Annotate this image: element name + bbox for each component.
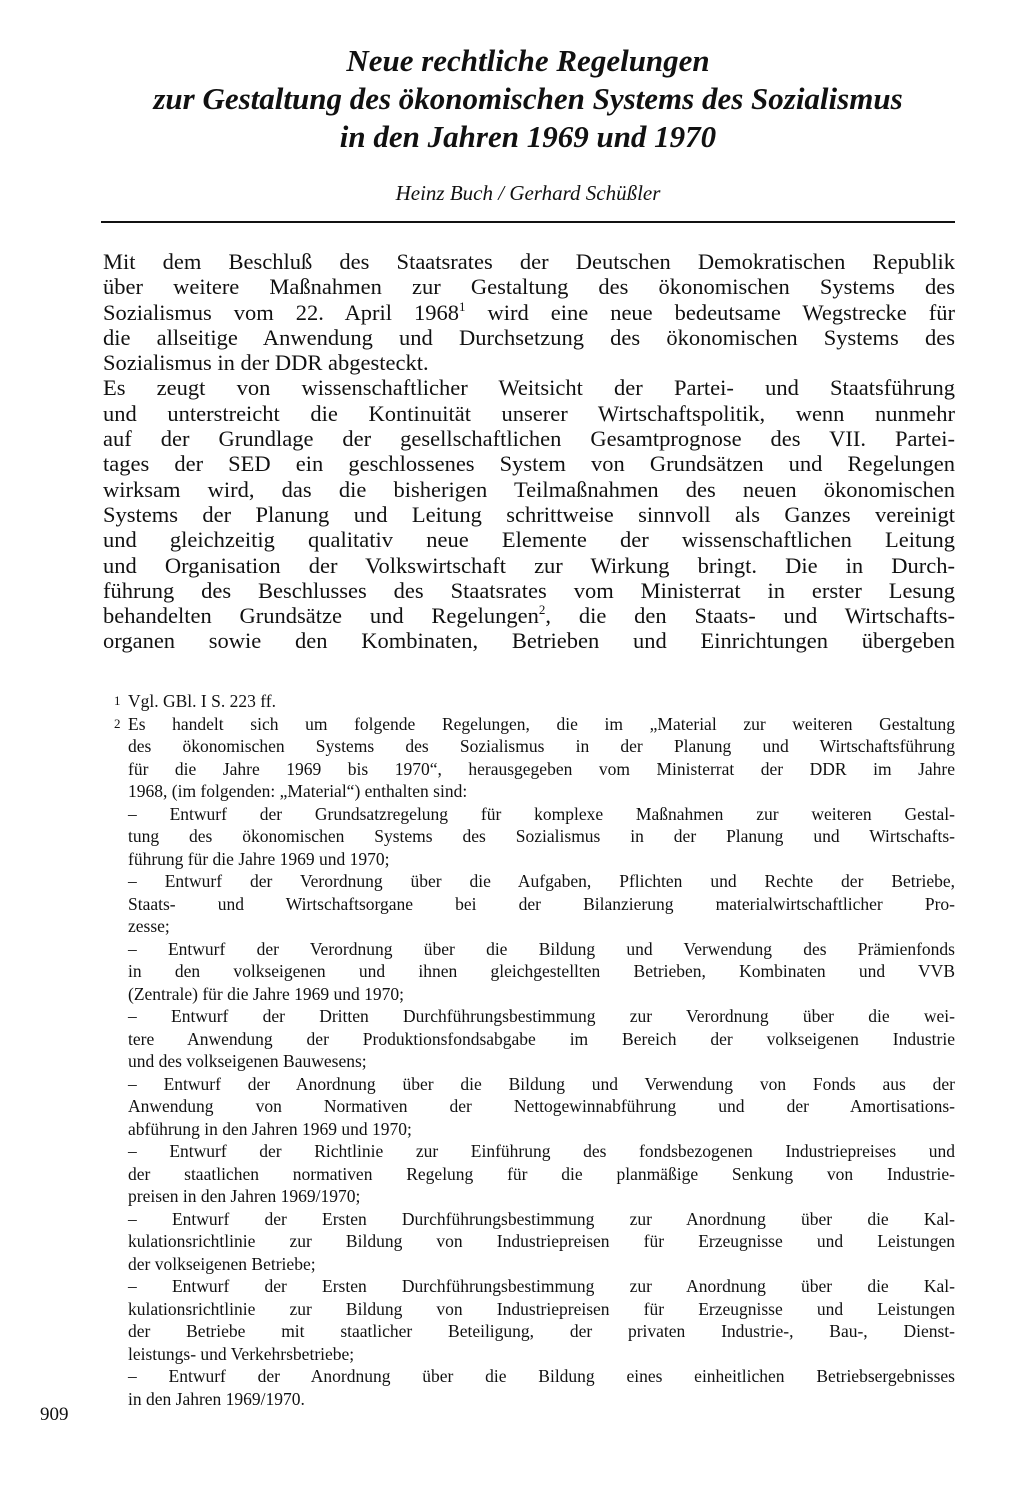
footnote-line: zesse;: [128, 916, 170, 936]
body-line: Systems der Planung und Leitung schrittweise sinnvoll als Ganzes vereinigt: [103, 501, 955, 527]
footnotes-section: [103, 690, 955, 1410]
body-line: Sozialismus in der DDR abgesteckt.: [103, 350, 429, 376]
body-line: organen sowie den Kombinaten, Betrieben und Einrichtungen übergeben: [103, 628, 955, 654]
body-line: und gleichzeitig qualitativ neue Elemente der wissenschaftlichen Leitung: [103, 527, 955, 553]
footnote-line: 1968, (im folgenden: „Material“) enthalten sind:: [128, 781, 468, 801]
title-line: Neue rechtliche Regelungen: [346, 43, 710, 78]
footnote-line: – Entwurf der Ersten Durchführungsbestimmung zur Anordnung über die Kal-: [128, 1208, 955, 1229]
title-divider: [101, 221, 955, 223]
footnote-line: in den volkseigenen und ihnen gleichgestellten Betrieben, Kombinaten und VVB: [128, 961, 955, 981]
footnote-line: – Entwurf der Anordnung über die Bildung eines einheitlichen Betriebsergebnisses: [128, 1366, 955, 1386]
footnote-line: Vgl. GBl. I S. 223 ff.: [128, 691, 276, 711]
body-line: tages der SED ein geschlossenes System von Grundsätzen und Regelungen: [103, 451, 955, 477]
footnote-line: Anwendung von Normativen der Nettogewinnabführung und der Amortisations-: [128, 1096, 955, 1116]
footnote-line: abführung in den Jahren 1969 und 1970;: [128, 1118, 412, 1139]
footnote-ref[interactable]: 1: [459, 298, 466, 314]
footnote-line: Es handelt sich um folgende Regelungen, die im „Material zur weiteren Gestaltung: [128, 713, 955, 734]
footnote-line: – Entwurf der Richtlinie zur Einführung des fondsbezogenen Industriepreises und: [128, 1141, 955, 1161]
body-text-segment: wird eine neue bedeutsame Wegstrecke für: [465, 299, 956, 325]
footnote-line: – Entwurf der Verordnung über die Aufgaben, Pflichten und Rechte der Betriebe,: [128, 871, 955, 891]
footnote-line: – Entwurf der Ersten Durchführungsbestimmung zur Anordnung über die Kal-: [128, 1276, 955, 1296]
footnote-line: der Betriebe mit staatlicher Beteiligung, der privaten Industrie-, Bau-, Dienst-: [128, 1321, 955, 1341]
footnote-line: kulationsrichtlinie zur Bildung von Industriepreisen für Erzeugnisse und Leistungen: [128, 1298, 955, 1319]
body-line: auf der Grundlage der gesellschaftlichen Gesamtprognose des VII. Partei-: [103, 426, 955, 452]
footnote-line: führung für die Jahre 1969 und 1970;: [128, 848, 390, 869]
body-line: wirksam wird, das die bisherigen Teilmaßnahmen des neuen ökonomischen: [103, 476, 955, 502]
title-line: in den Jahren 1969 und 1970: [339, 119, 717, 154]
footnote-number: 1: [114, 693, 121, 708]
footnote-1: [103, 690, 955, 713]
footnote-line: – Entwurf der Dritten Durchführungsbestimmung zur Verordnung über die wei-: [128, 1006, 955, 1026]
footnote-line: kulationsrichtlinie zur Bildung von Industriepreisen für Erzeugnisse und Leistungen: [128, 1231, 955, 1251]
article-authors: Heinz Buch / Gerhard Schüßler: [395, 181, 661, 205]
title-line: zur Gestaltung des ökonomischen Systems des Sozialismus: [153, 81, 903, 116]
body-text-segment: Sozialismus vom 22. April 1968: [103, 299, 460, 325]
footnote-number: 2: [114, 715, 121, 731]
body-line: Mit dem Beschluß des Staatsrates der Deutschen Demokratischen Republik: [103, 249, 955, 274]
article-body: [103, 249, 955, 654]
footnote-line: – Entwurf der Verordnung über die Bildung und Verwendung des Prämienfonds: [128, 938, 955, 959]
footnote-line: leistungs- und Verkehrsbetriebe;: [128, 1343, 355, 1364]
body-line: Es zeugt von wissenschaftlicher Weitsicht der Partei- und Staatsführung: [103, 375, 955, 401]
footnote-line: der volkseigenen Betriebe;: [128, 1253, 316, 1274]
body-line: [103, 603, 955, 628]
footnote-2: [103, 713, 955, 1411]
footnote-line: in den Jahren 1969/1970.: [128, 1388, 305, 1409]
footnote-line: Staats- und Wirtschaftsorgane bei der Bilanzierung materialwirtschaftlicher Pro-: [128, 893, 955, 914]
footnote-line: tere Anwendung der Produktionsfondsabgabe im Bereich der volkseigenen Industrie: [128, 1028, 955, 1049]
article-title: [100, 42, 956, 156]
footnote-text: [128, 690, 955, 713]
footnote-line: preisen in den Jahren 1969/1970;: [128, 1186, 361, 1206]
footnote-line: des ökonomischen Systems des Sozialismus in der Planung und Wirtschaftsführung: [128, 736, 955, 756]
footnote-line: – Entwurf der Grundsatzregelung für komplexe Maßnahmen zur weiteren Gestal-: [128, 803, 955, 824]
body-line: führung des Beschlusses des Staatsrates vom Ministerrat in erster Lesung: [103, 577, 955, 603]
page-number: 909: [40, 1404, 69, 1425]
body-line: und Organisation der Volkswirtschaft zur Wirkung bringt. Die in Durch-: [103, 552, 955, 578]
footnote-ref[interactable]: 2: [538, 602, 546, 618]
footnote-line: (Zentrale) für die Jahre 1969 und 1970;: [128, 983, 405, 1004]
body-text-segment: behandelten Grundsätze und Regelungen: [103, 603, 539, 629]
footnote-line: der staatlichen normativen Regelung für die planmäßige Senkung von Industrie-: [128, 1163, 955, 1184]
footnote-line: tung des ökonomischen Systems des Sozialismus in der Planung und Wirtschafts-: [128, 826, 955, 846]
body-line: die allseitige Anwendung und Durchsetzung des ökonomischen Systems des: [103, 324, 955, 350]
body-text-segment: , die den Staats- und Wirtschafts-: [545, 603, 955, 629]
footnote-text: [128, 713, 955, 1411]
body-line: [103, 300, 955, 325]
body-line: und unterstreicht die Kontinuität unserer Wirtschaftspolitik, wenn nunmehr: [103, 400, 955, 426]
footnote-line: und des volkseigenen Bauwesens;: [128, 1051, 367, 1071]
footnote-line: für die Jahre 1969 bis 1970“, herausgegeben vom Ministerrat der DDR im Jahre: [128, 758, 955, 779]
body-line: über weitere Maßnahmen zur Gestaltung des ökonomischen Systems des: [103, 274, 955, 300]
footnote-line: – Entwurf der Anordnung über die Bildung und Verwendung von Fonds aus der: [128, 1073, 955, 1094]
